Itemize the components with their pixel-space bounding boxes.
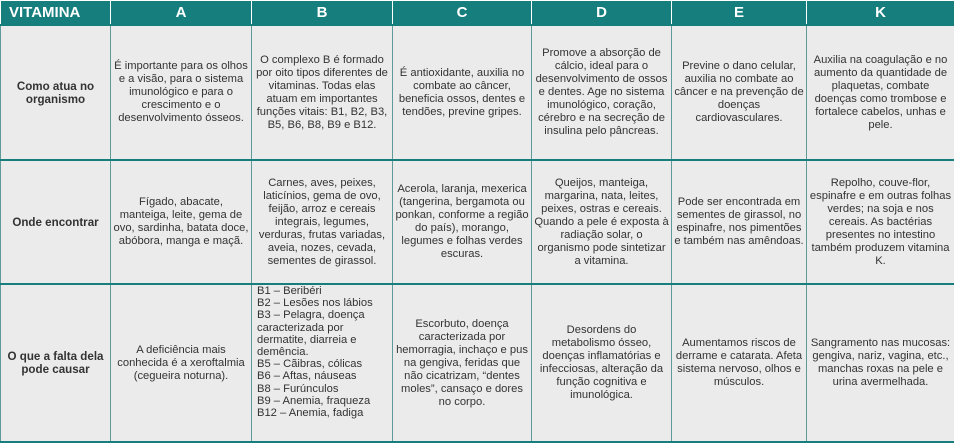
header-vitamin-c: C bbox=[393, 1, 532, 26]
list-item: B3 – Pelagra, doença bbox=[257, 309, 390, 321]
table-row bbox=[1, 25, 954, 160]
list-item: B9 – Anemia, fraqueza bbox=[257, 395, 390, 407]
row-label-onde-encontrar: Onde encontrar bbox=[1, 160, 111, 284]
cell-c-como-atua: É antioxidante, auxilia no combate ao câncer, beneficia ossos, dentes e tendões, previne gripes. bbox=[393, 25, 532, 160]
table-row bbox=[1, 284, 954, 442]
cell-e-falta: Aumentamos riscos de derrame e catarata. Afeta sistema nervoso, olhos e músculos. bbox=[672, 284, 807, 442]
cell-e-onde-encontrar: Pode ser encontrada em sementes de girassol, no espinafre, nos pimentões e também nas amêndoas. bbox=[672, 160, 807, 284]
header-vitamin-d: D bbox=[532, 1, 672, 26]
cell-k-falta: Sangramento nas mucosas: gengiva, nariz, vagina, etc., manchas roxas na pele e urina avermelhada. bbox=[807, 284, 954, 442]
cell-c-onde-encontrar: Acerola, laranja, mexerica (tangerina, bergamota ou ponkan, conforme a região do país), morango, legumes e folhas verdes escuras. bbox=[393, 160, 532, 284]
cell-c-falta: Escorbuto, doença caracterizada por hemorragia, inchaço e pus na gengiva, feridas que não cicatrizam, “dentes moles”, cansaço e dores no corpo. bbox=[393, 284, 532, 442]
list-item: caracterizada por bbox=[257, 322, 390, 334]
cell-a-como-atua: É importante para os olhos e a visão, para o sistema imunológico e para o crescimento e o desenvolvimento ósseos. bbox=[111, 25, 252, 160]
list-item: B1 – Beribéri bbox=[257, 285, 390, 297]
list-item: demência. bbox=[257, 346, 390, 358]
list-item: B12 – Anemia, fadiga bbox=[257, 407, 390, 419]
list-item: B8 – Furúnculos bbox=[257, 383, 390, 395]
cell-d-como-atua: Promove a absorção de cálcio, ideal para o desenvolvimento de ossos e dentes. Age no sistema imunológico, coração, cérebro e na secreção de insulina pelo pâncreas. bbox=[532, 25, 672, 160]
table-row bbox=[1, 160, 954, 284]
header-vitamin-b: B bbox=[252, 1, 393, 26]
list-item: dermatite, diarreia e bbox=[257, 334, 390, 346]
list-item: B6 – Aftas, náuseas bbox=[257, 370, 390, 382]
cell-d-onde-encontrar: Queijos, manteiga, margarina, nata, leites, peixes, ostras e cereais. Quando a pele é exposta à radiação solar, o organismo pode sintetizar a vitamina. bbox=[532, 160, 672, 284]
cell-a-falta: A deficiência mais conhecida é a xeroftalmia (cegueira noturna). bbox=[111, 284, 252, 442]
cell-b-falta-list bbox=[252, 284, 393, 442]
cell-k-como-atua: Auxilia na coagulação e no aumento da quantidade de plaquetas, combate doenças como trombose e fortalece cabelos, unhas e pele. bbox=[807, 25, 954, 160]
row-label-falta: O que a falta dela pode causar bbox=[1, 284, 111, 442]
cell-b-como-atua: O complexo B é formado por oito tipos diferentes de vitaminas. Todas elas atuam em importantes funções vitais: B1, B2, B3, B5, B6, B8, B9 e B12. bbox=[252, 25, 393, 160]
cell-a-onde-encontrar: Fígado, abacate, manteiga, leite, gema de ovo, sardinha, batata doce, abóbora, manga e maçã. bbox=[111, 160, 252, 284]
list-item: B5 – Cãibras, cólicas bbox=[257, 358, 390, 370]
list-item: B2 – Lesões nos lábios bbox=[257, 297, 390, 309]
header-vitamin-e: E bbox=[672, 1, 807, 26]
cell-b-onde-encontrar: Carnes, aves, peixes, laticínios, gema de ovo, feijão, arroz e cereais integrais, legumes, verduras, frutas variadas, aveia, nozes, cevada, sementes de girassol. bbox=[252, 160, 393, 284]
header-vitamina: VITAMINA bbox=[1, 1, 111, 26]
header-vitamin-k: K bbox=[807, 1, 954, 26]
row-label-como-atua: Como atua no organismo bbox=[1, 25, 111, 160]
header-vitamin-a: A bbox=[111, 1, 252, 26]
cell-d-falta: Desordens do metabolismo ósseo, doenças inflamatórias e infecciosas, alteração da função cognitiva e imunológica. bbox=[532, 284, 672, 442]
cell-e-como-atua: Previne o dano celular, auxilia no combate ao câncer e na prevenção de doenças cardiovasculares. bbox=[672, 25, 807, 160]
cell-k-onde-encontrar: Repolho, couve-flor, espinafre e em outras folhas verdes; na soja e nos cereais. As bactérias presentes no intestino também produzem vitamina K. bbox=[807, 160, 954, 284]
header-row bbox=[1, 1, 954, 26]
